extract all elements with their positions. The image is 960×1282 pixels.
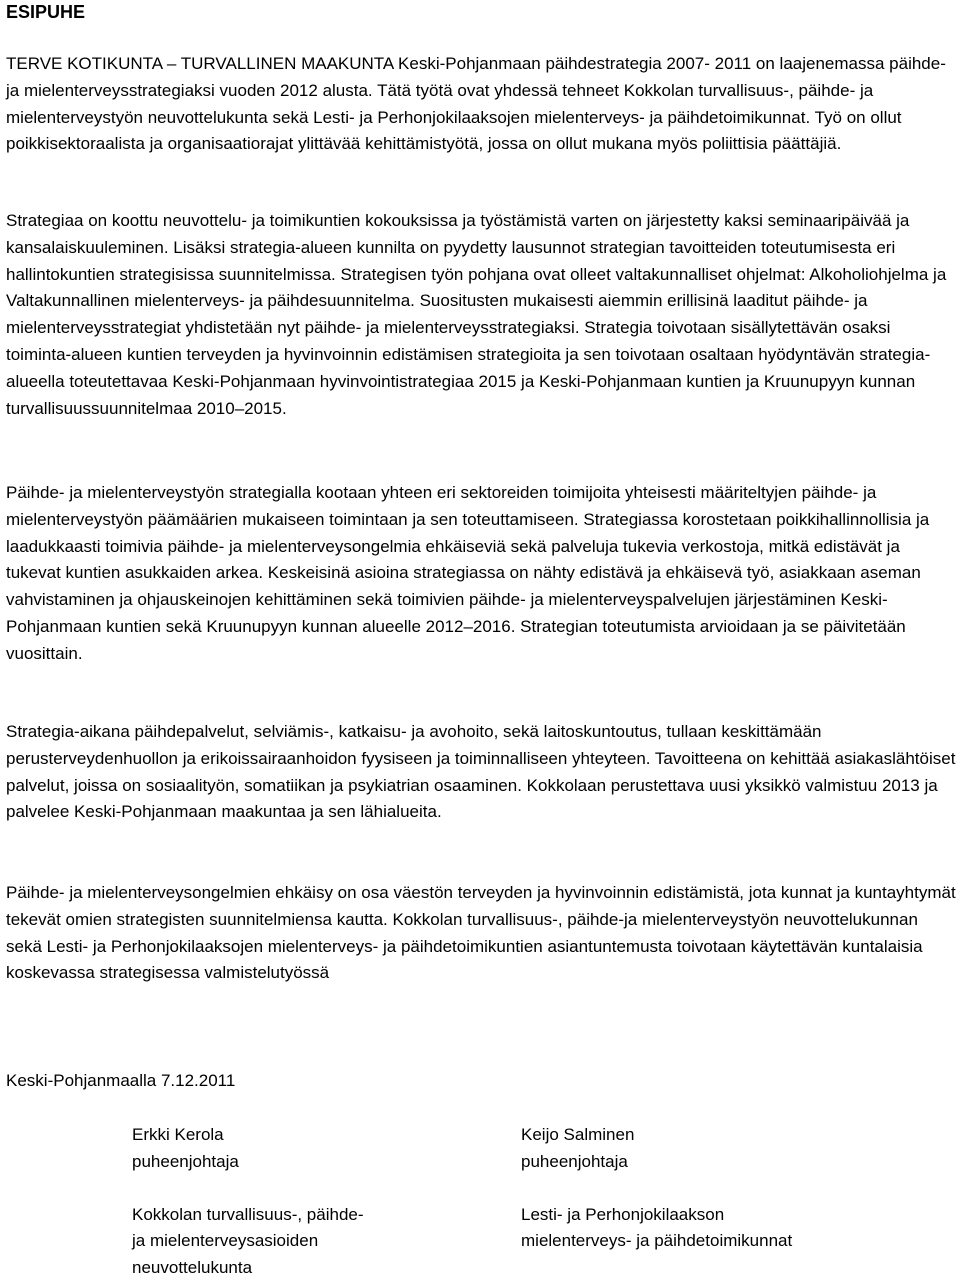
signatory-name: Erkki Kerola bbox=[132, 1125, 224, 1144]
organization-line: neuvottelukunta bbox=[132, 1258, 253, 1278]
organization-line: mielenterveys- ja päihdetoimikunnat bbox=[521, 1231, 793, 1251]
place-and-date: Keski-Pohjanmaalla 7.12.2011 bbox=[6, 1071, 236, 1090]
signatory-title: puheenjohtaja bbox=[132, 1151, 239, 1171]
paragraph-intro: TERVE KOTIKUNTA – TURVALLINEN MAAKUNTA Keski-Pohjanmaan päihdestrategia 2007- 2011 on laajenemassa päihde- ja mielenterveysstrategiaksi vuoden 2012 alusta. Tätä työtä ovat yhdessä tehneet Kokkolan turvallisuus-, päihde- ja mielenterveystyön neuvottelukunta sekä Lesti- ja Perhonjokilaaksojen mielenterveys- ja päihdetoimikunnat. Työ on ollut poikkisektoraalista ja organisaatiorajat ylittävää kehittämistyötä, jossa on ollut mukana myös poliittisia päättäjiä. bbox=[6, 54, 946, 154]
organization-line: Kokkolan turvallisuus-, päihde- bbox=[132, 1204, 364, 1224]
paragraph-prevention: Päihde- ja mielenterveysongelmien ehkäisy on osa väestön terveyden ja hyvinvoinnin edistämistä, jota kunnat ja kuntayhtymät tekevät omien strategisten suunnitelmiensa kautta. Kokkolan turvallisuus-, päihde-ja mielenterveystyön neuvottelukunnan sekä Lesti- ja Perhonjokilaaksojen mielenterveys- ja päihdetoimikuntien asiantuntemusta toivotaan käytettävän kuntalaisia koskevassa strategisessa valmistelutyössä bbox=[6, 883, 956, 983]
signatory-organization bbox=[521, 1202, 951, 1256]
paragraph-services: Strategia-aikana päihdepalvelut, selviämis-, katkaisu- ja avohoito, sekä laitoskuntoutus, tullaan keskittämään perusterveydenhuollon ja erikoissairaanhoidon fyysiseen ja toiminnalliseen yhteyteen. Tavoitteena on kehittää asiakaslähtöiset palvelut, joissa on sosiaalityön, somatiikan ja psykiatrian osaaminen. Kokkolaan perustettava uusi yksikkö valmistuu 2013 ja palvelee Keski-Pohjanmaan maakuntaa ja sen lähialueita. bbox=[6, 722, 956, 822]
organization-line: ja mielenterveysasioiden bbox=[132, 1231, 319, 1251]
signature-block-right bbox=[521, 1122, 951, 1255]
organization-line: Lesti- ja Perhonjokilaakson bbox=[521, 1204, 725, 1224]
paragraph-strategy-preparation: Strategiaa on koottu neuvottelu- ja toimikuntien kokouksissa ja työstämistä varten on järjestetty kaksi seminaaripäivää ja kansalaiskuuleminen. Lisäksi strategia-alueen kunnilta on pyydetty lausunnot strategian tavoitteiden toteutumisesta eri hallintokuntien strategisissa suunnitelmissa. Strategisen työn pohjana ovat olleet valtakunnalliset ohjelmat: Alkoholiohjelma ja Valtakunnallinen mielenterveys- ja päihdesuunnitelma. Suositusten mukaisesti aiemmin erillisinä laaditut päihde- ja mielenterveysstrategiat yhdistetään nyt päihde- ja mielenterveysstrategiaksi. Strategia toivotaan sisällytettävän osaksi toiminta-alueen kuntien terveyden ja hyvinvoinnin edistämisen strategioita ja sen toivotaan osaltaan hyödyntävän strategia- alueella toteutettavaa Keski-Pohjanmaan hyvinvointistrategiaa 2015 ja Keski-Pohjanmaan kuntien ja Kruunupyyn kunnan turvallisuussuunnitelmaa 2010–2015. bbox=[6, 211, 947, 418]
paragraph-strategy-goals: Päihde- ja mielenterveystyön strategialla kootaan yhteen eri sektoreiden toimijoita yhteisesti määriteltyjen päihde- ja mielenterveystyön päämäärien mukaiseen toimintaan ja sen toteuttamiseen. Strategiassa korostetaan poikkihallinnollisia ja laadukkaasti toimivia päihde- ja mielenterveysongelmia ehkäiseviä sekä palveluja tukevia verkostoja, mitkä edistävät ja tukevat kuntien asukkaiden arkea. Keskeisinä asioina strategiassa on nähty edistävä ja ehkäisevä työ, asiakkaan aseman vahvistaminen ja ohjauskeinojen kehittäminen sekä toimivien päihde- ja mielenterveyspalvelujen järjestäminen Keski-Pohjanmaan kuntien sekä Kruunupyyn kunnan alueelle 2012–2016. Strategian toteutumista arvioidaan ja se päivitetään vuosittain. bbox=[6, 483, 930, 663]
document-heading: ESIPUHE bbox=[6, 2, 86, 22]
signatory-title: puheenjohtaja bbox=[521, 1151, 628, 1171]
signatory-organization bbox=[132, 1202, 462, 1282]
signature-block-left bbox=[132, 1122, 462, 1282]
signatory-name: Keijo Salminen bbox=[521, 1125, 635, 1144]
